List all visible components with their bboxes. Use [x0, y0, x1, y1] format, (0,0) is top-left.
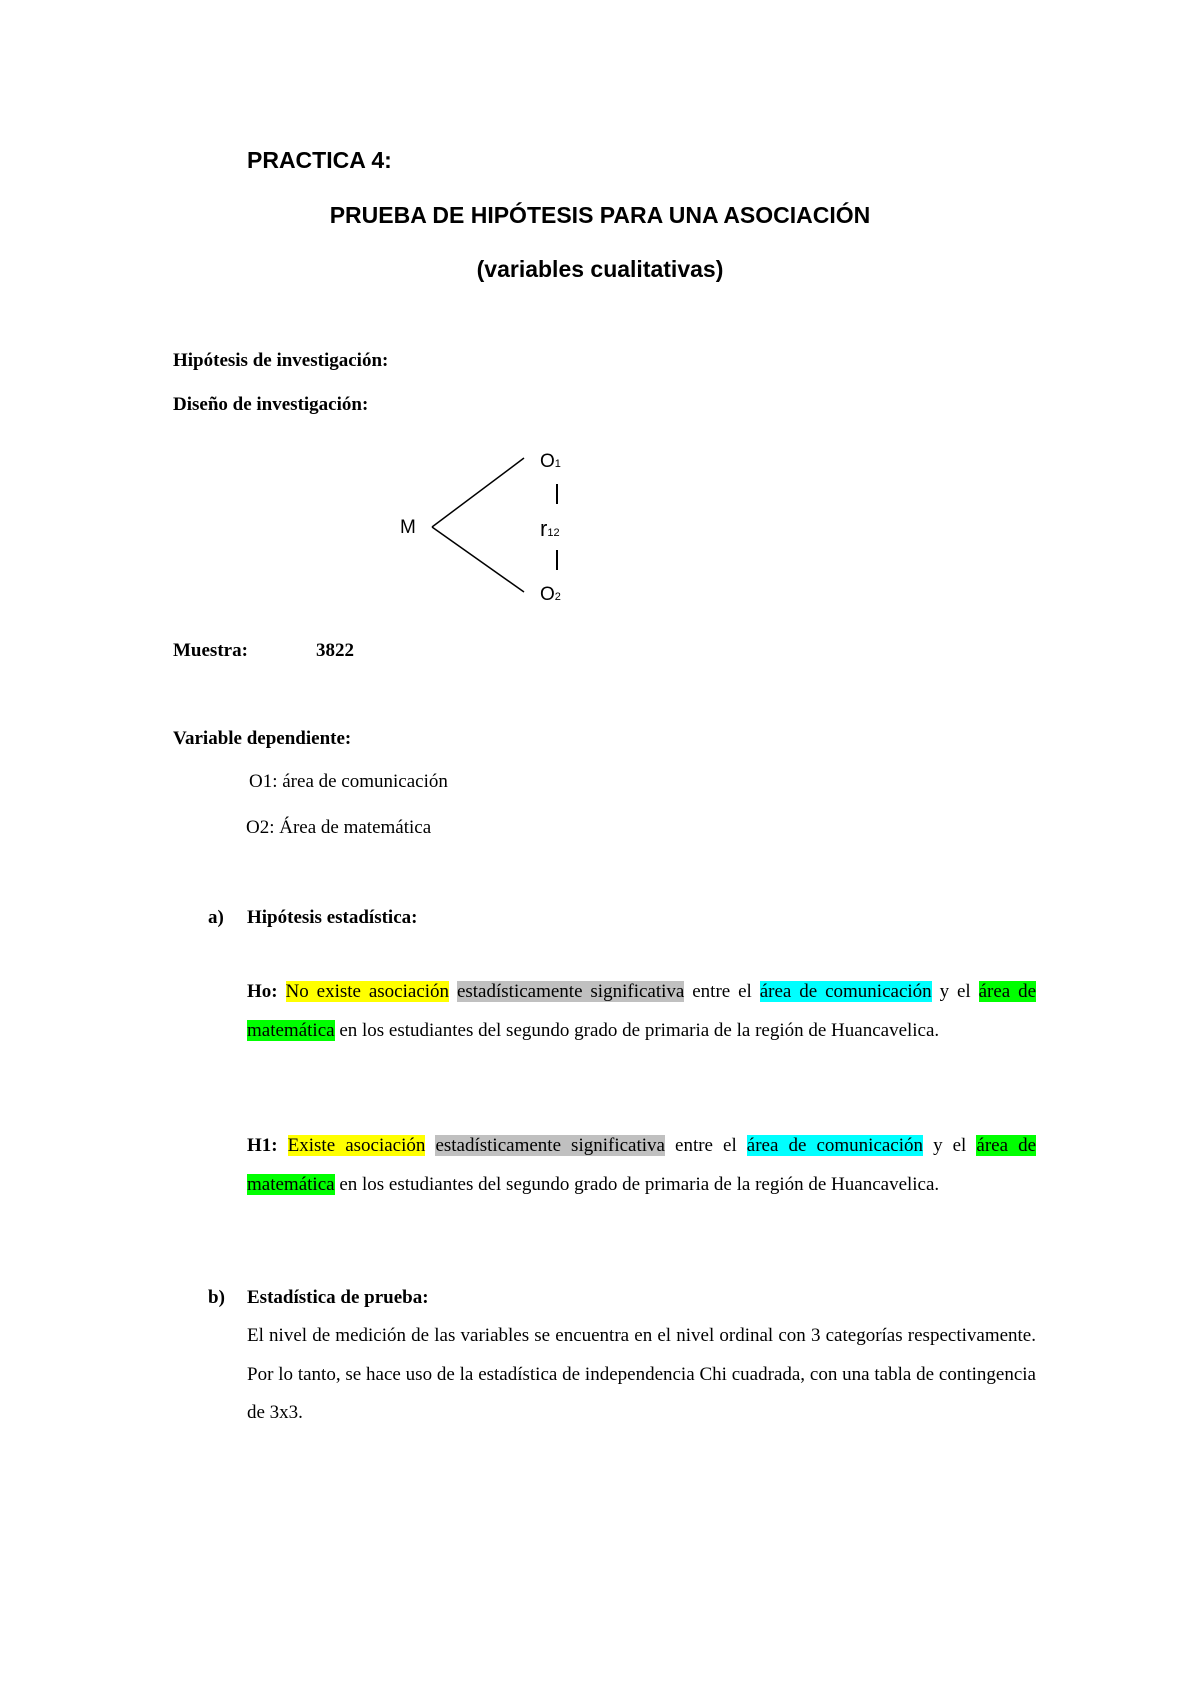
research-design-diagram	[390, 440, 590, 610]
document-title: PRUEBA DE HIPÓTESIS PARA UNA ASOCIACIÓN	[329, 202, 871, 228]
h1-phrase-existence: Existe asociación	[287, 1135, 426, 1156]
h1-text-1: entre el	[675, 1135, 737, 1156]
dependent-variable-label: Variable dependiente:	[173, 728, 352, 749]
ho-text-1: entre el	[692, 981, 752, 1002]
h1-phrase-significance: estadísticamente significativa	[435, 1135, 665, 1156]
ho-phrase-communication: área de comunicación	[759, 981, 932, 1002]
practice-number: PRACTICA 4:	[247, 147, 392, 173]
ho-phrase-existence: No existe asociación	[285, 981, 450, 1002]
test-statistic-paragraph: El nivel de medición de las variables se encuentra en el nivel ordinal con 3 categorías respectivamente. Por lo tanto, se hace uso de la estadística de independencia Chi cuadrada, con una tabla de contingencia de 3x3.	[247, 1325, 1036, 1423]
diagram-line-upper	[432, 458, 524, 527]
h1-label: H1:	[247, 1135, 278, 1156]
sample-value: 3822	[316, 640, 354, 661]
diagram-o1-label: O1	[540, 451, 561, 472]
section-a-marker: a)	[208, 907, 224, 928]
alternative-hypothesis-paragraph	[247, 1127, 1036, 1204]
diagram-o2-label: O2	[540, 584, 561, 605]
h1-phrase-communication: área de comunicación	[746, 1135, 924, 1156]
h1-text-3: en los estudiantes del segundo grado de primaria de la región de Huancavelica.	[339, 1173, 940, 1195]
section-b-marker: b)	[208, 1287, 225, 1308]
section-b-title: Estadística de prueba:	[247, 1287, 429, 1308]
h1-text-2: y el	[933, 1135, 967, 1156]
ho-text-3: en los estudiantes del segundo grado de primaria de la región de Huancavelica.	[339, 1019, 940, 1041]
variable-o1: O1: área de comunicación	[249, 771, 448, 792]
variable-o2: O2: Área de matemática	[246, 817, 432, 838]
null-hypothesis-paragraph	[247, 973, 1036, 1050]
diagram-line-lower	[432, 527, 524, 592]
section-a-title: Hipótesis estadística:	[247, 907, 418, 928]
diagram-r12-label: r12	[540, 516, 560, 541]
research-hypothesis-label: Hipótesis de investigación:	[173, 350, 389, 371]
diagram-m-label: M	[400, 517, 416, 538]
ho-phrase-math: área de matemática	[247, 981, 1037, 1041]
document-subtitle: (variables cualitativas)	[476, 256, 724, 282]
ho-text-2: y el	[939, 981, 971, 1002]
ho-phrase-significance: estadísticamente significativa	[456, 981, 685, 1002]
research-design-label: Diseño de investigación:	[173, 394, 369, 415]
ho-label: Ho:	[247, 981, 278, 1002]
h1-phrase-math: área de matemática	[247, 1135, 1036, 1195]
sample-label: Muestra:	[173, 640, 248, 661]
